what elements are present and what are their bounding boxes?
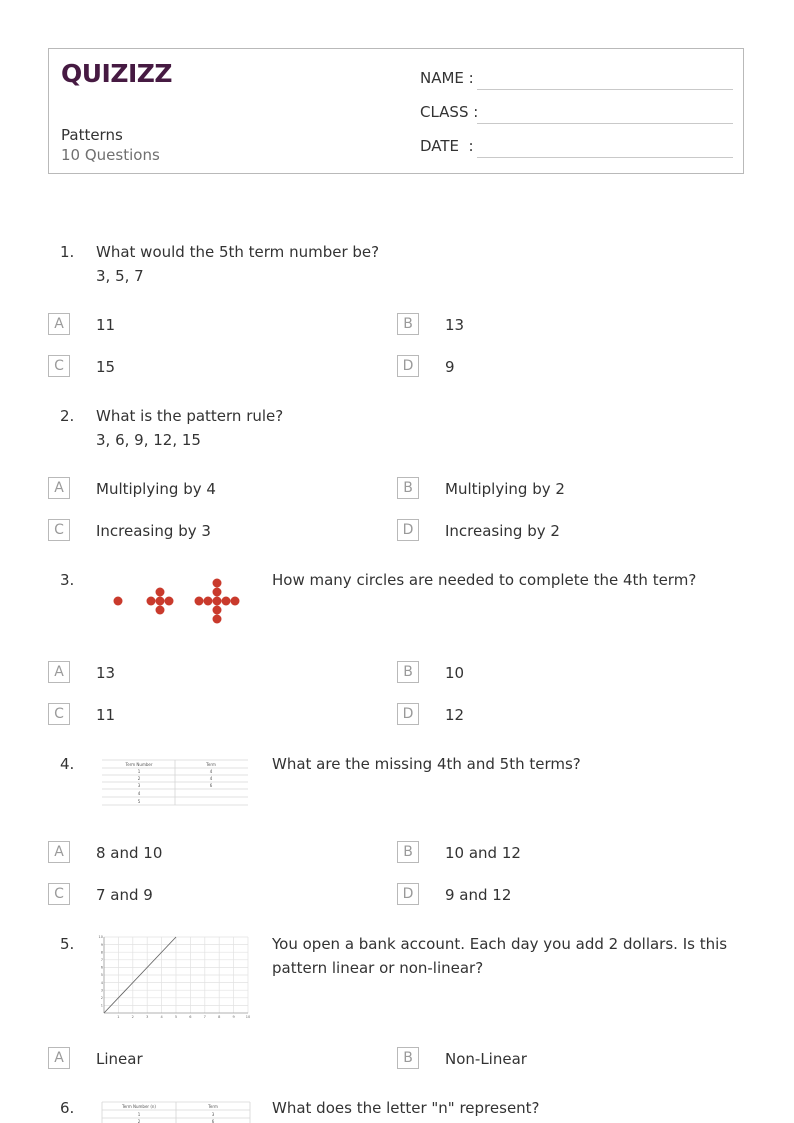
question-text: What does the letter "n" represent? [272,1099,540,1117]
y-tick-label: 5 [100,973,103,978]
option-text[interactable]: 9 [445,358,455,376]
option-letter[interactable]: B [397,477,419,499]
pattern-dot [114,597,123,606]
class-label: CLASS : [420,103,479,121]
pattern-dot [156,597,165,606]
table-cell: 3 [137,783,141,788]
y-tick-label: 3 [100,988,103,993]
y-tick-label: 6 [100,965,103,970]
date-field[interactable] [477,157,733,158]
quizizz-logo: QUIZIZZ [61,59,173,88]
pattern-dot [213,579,222,588]
table-cell: 4 [209,769,213,774]
option-letter[interactable]: B [397,661,419,683]
table-cell: 4 [137,791,141,796]
option-letter[interactable]: A [48,313,70,335]
pattern-dot [213,588,222,597]
pattern-dot [156,606,165,615]
table-cell: 6 [209,783,213,788]
x-tick-label: 1 [117,1015,120,1019]
pattern-dot [156,588,165,597]
pattern-dot [213,606,222,615]
table-cell: 1 [137,769,141,774]
question-text: What would the 5th term number be? [96,243,380,261]
pattern-dot [165,597,174,606]
x-tick-label: 3 [146,1015,149,1019]
y-tick-label: 7 [100,958,103,962]
table-cell: 6 [211,1119,215,1123]
question-number: 6. [60,1099,75,1117]
question-text-continued: pattern linear or non-linear? [272,959,484,977]
question-number: 4. [60,755,75,773]
option-letter[interactable]: B [397,841,419,863]
option-letter[interactable]: C [48,355,70,377]
y-tick-label: 8 [100,950,103,955]
pattern-dot [222,597,231,606]
option-text[interactable]: 11 [96,316,116,334]
option-text[interactable]: 12 [445,706,465,724]
table-cell: 2 [137,776,141,781]
question-text: What is the pattern rule? [96,407,284,425]
y-tick-label: 1 [100,1003,103,1008]
y-tick-label: 10 [98,935,103,940]
x-tick-label: 2 [131,1015,134,1019]
question-text: You open a bank account. Each day you add 2 dollars. Is this [272,935,728,953]
option-letter[interactable]: B [397,1047,419,1069]
option-letter[interactable]: D [397,519,419,541]
circle-pattern-image [100,572,250,632]
table-header: Term [206,762,216,767]
option-letter[interactable]: C [48,519,70,541]
option-text[interactable]: 8 and 10 [96,844,163,862]
option-text[interactable]: 13 [445,316,465,334]
pattern-dot [213,615,222,624]
option-text[interactable]: Increasing by 2 [445,522,560,540]
option-text[interactable]: 13 [96,664,116,682]
question-text: What are the missing 4th and 5th terms? [272,755,581,773]
option-text[interactable]: 11 [96,706,116,724]
option-letter[interactable]: C [48,703,70,725]
option-text[interactable]: Multiplying by 4 [96,480,216,498]
question-sequence: 3, 5, 7 [96,267,144,285]
table-cell: 4 [209,776,213,781]
table-cell: 2 [137,1119,141,1123]
pattern-dot [204,597,213,606]
name-field[interactable] [477,89,733,90]
pattern-dot [231,597,240,606]
term-table-image [101,1101,251,1123]
question-number: 2. [60,407,75,425]
x-tick-label: 6 [189,1015,192,1019]
y-tick-label: 4 [100,980,103,985]
table-cell: 3 [211,1112,215,1117]
question-sequence: 3, 6, 9, 12, 15 [96,431,201,449]
question-text: How many circles are needed to complete the 4th term? [272,571,697,589]
option-text[interactable]: 9 and 12 [445,886,512,904]
linear-graph-image [98,934,252,1022]
option-text[interactable]: Increasing by 3 [96,522,211,540]
option-letter[interactable]: D [397,355,419,377]
table-header: Term Number [125,762,153,767]
term-table-image [101,759,249,809]
class-field[interactable] [477,123,733,124]
question-number: 1. [60,243,75,261]
name-label: NAME : [420,69,474,87]
y-tick-label: 2 [100,996,103,1000]
worksheet-header [48,48,744,174]
x-tick-label: 7 [203,1015,206,1019]
pattern-dot [195,597,204,606]
option-text[interactable]: 10 and 12 [445,844,521,862]
option-letter[interactable]: A [48,841,70,863]
x-tick-label: 8 [218,1015,221,1019]
option-letter[interactable]: A [48,1047,70,1069]
question-number: 5. [60,935,75,953]
question-number: 3. [60,571,75,589]
x-tick-label: 4 [160,1015,163,1019]
option-text[interactable]: Multiplying by 2 [445,480,565,498]
option-letter[interactable]: A [48,477,70,499]
pattern-dot [147,597,156,606]
worksheet-title: Patterns [61,126,123,144]
table-cell: 1 [137,1112,141,1117]
x-tick-label: 10 [245,1015,251,1019]
option-text[interactable]: Non-Linear [445,1050,527,1068]
pattern-dot [213,597,222,606]
y-tick-label: 9 [100,942,103,947]
option-letter[interactable]: C [48,883,70,905]
table-cell: 5 [137,799,141,804]
table-header: Term Number (n) [122,1104,156,1109]
option-letter[interactable]: B [397,313,419,335]
x-tick-label: 5 [174,1015,178,1019]
x-tick-label: 9 [232,1015,235,1019]
option-text[interactable]: 7 and 9 [96,886,153,904]
table-header: Term [208,1104,218,1109]
date-label: DATE : [420,137,474,155]
option-text[interactable]: Linear [96,1050,143,1068]
option-text[interactable]: 15 [96,358,116,376]
option-letter[interactable]: D [397,703,419,725]
option-text[interactable]: 10 [445,664,465,682]
option-letter[interactable]: A [48,661,70,683]
option-letter[interactable]: D [397,883,419,905]
question-count: 10 Questions [61,146,160,164]
